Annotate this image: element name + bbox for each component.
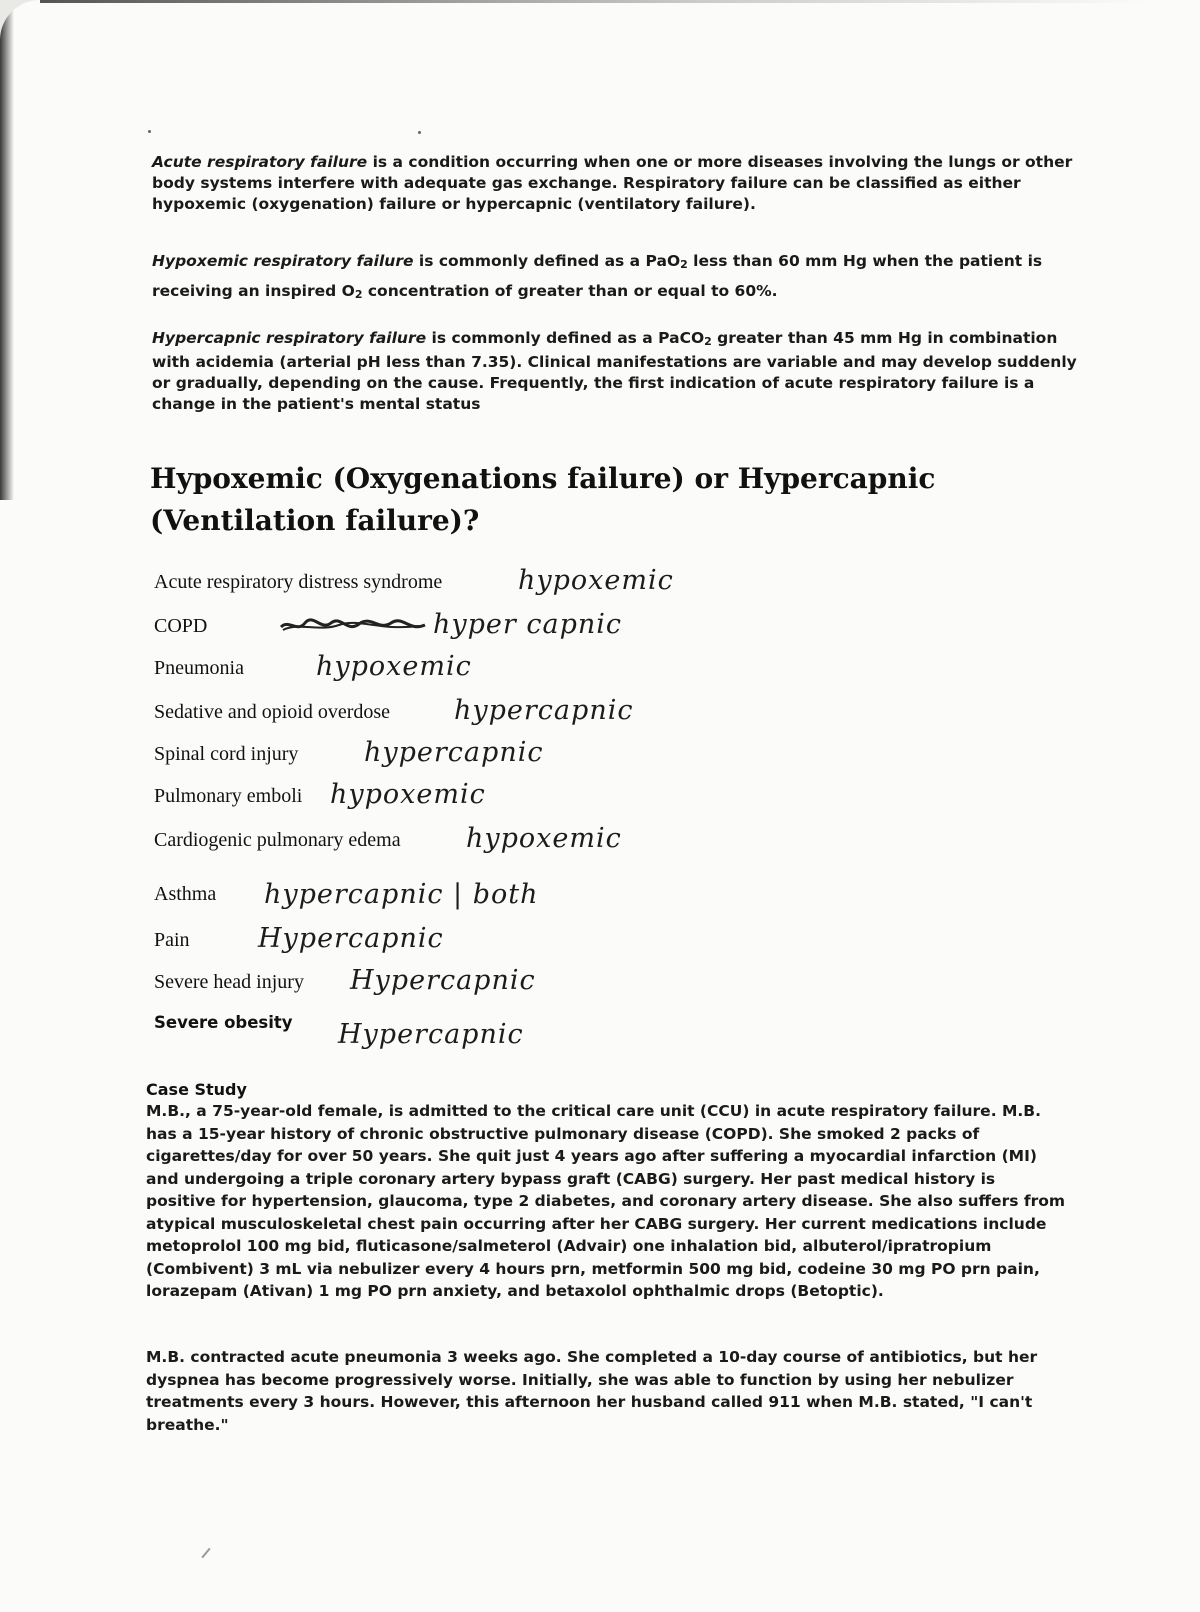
condition-row-pulmonary-emboli <box>154 774 954 814</box>
handwritten-answer: hypercapnic <box>364 737 544 768</box>
intro-paragraph-3 <box>152 328 1082 415</box>
condition-row-spinal-cord-injury <box>154 732 954 772</box>
condition-label: Asthma <box>154 883 217 905</box>
condition-row-pneumonia <box>154 646 954 686</box>
condition-row-sedative-overdose <box>154 690 954 730</box>
scan-edge <box>40 0 1150 3</box>
condition-label: Severe head injury <box>154 971 304 993</box>
condition-row-asthma <box>154 872 954 912</box>
condition-label: Sedative and opioid overdose <box>154 701 391 723</box>
intro-paragraph-2 <box>152 248 1082 308</box>
subscript: 2 <box>704 335 712 348</box>
handwritten-answer: hypercapnic | both <box>264 879 539 910</box>
condition-label: COPD <box>154 615 208 637</box>
condition-label: Pneumonia <box>154 657 244 679</box>
handwritten-answer: hypoxemic <box>518 565 674 596</box>
definition-text: concentration of greater than or equal to 60%. <box>362 282 778 300</box>
definition-text: is commonly defined as a PaO <box>413 252 681 270</box>
condition-row-severe-obesity <box>154 1006 954 1050</box>
condition-label: Cardiogenic pulmonary edema <box>154 829 401 851</box>
handwritten-answer: Hypercapnic <box>350 965 536 996</box>
handwritten-answer: Hypercapnic <box>258 923 444 954</box>
condition-row-copd <box>154 604 954 644</box>
handwritten-answer: hypoxemic <box>330 779 486 810</box>
term-hypoxemic: Hypoxemic respiratory failure <box>152 252 414 270</box>
term-acute-respiratory-failure: Acute respiratory failure <box>152 153 368 171</box>
definition-text: less than 60 mm Hg when the patient is receiving an inspired O <box>152 252 1043 300</box>
condition-row-severe-head-injury <box>154 960 954 1000</box>
scribble-strikeout <box>279 617 429 635</box>
subscript: 2 <box>680 258 688 271</box>
condition-label: Pulmonary emboli <box>154 785 303 807</box>
case-study-title: Case Study <box>146 1080 247 1099</box>
condition-label: Acute respiratory distress syndrome <box>154 571 443 593</box>
speck <box>418 131 421 134</box>
speck <box>148 130 151 133</box>
case-study-paragraph-1: M.B., a 75-year-old female, is admitted to the critical care unit (CCU) in acute respiratory failure. M.B. has a 15-year history of chronic obstructive pulmonary disease (COPD). She smoked 2 packs of cigarettes/day for over 50 years. She quit just 4 years ago after suffering a myocardial infarction (MI) and undergoing a triple coronary artery bypass graft (CABG) surgery. Her past medical history is positive for hypertension, glaucoma, type 2 diabetes, and coronary artery disease. She also suffers from atypical musculoskeletal chest pain occurring after her CABG surgery. Her current medications include metoprolol 100 mg bid, fluticasone/salmeterol (Advair) one inhalation bid, albuterol/ipratropium (Combivent) 3 mL via nebulizer every 4 hours prn, metformin 500 mg bid, codeine 30 mg PO prn pain, lorazepam (Ativan) 1 mg PO prn anxiety, and betaxolol ophthalmic drops (Betoptic). <box>146 1102 1066 1300</box>
definition-text: greater than 45 mm Hg in combination with acidemia (arterial pH less than 7.35). Clinical manifestations are variable and may develop suddenly or gradually, depending on the cause. Frequently, the first indication of acute respiratory failure is a change in the patient's mental status <box>152 329 1077 413</box>
handwritten-answer: hypercapnic <box>454 695 634 726</box>
condition-row-pain <box>154 918 954 958</box>
condition-label: Pain <box>154 929 190 951</box>
handwritten-answer: hypoxemic <box>466 823 622 854</box>
handwritten-answer-wrapper <box>279 609 622 640</box>
section-heading: Hypoxemic (Oxygenations failure) or Hypercapnic (Ventilation failure)? <box>150 462 936 537</box>
condition-row-cardiogenic-edema <box>154 818 954 858</box>
handwritten-answer: hyper capnic <box>433 609 623 640</box>
subscript: 2 <box>354 288 363 301</box>
handwritten-answer: Hypercapnic <box>338 1019 524 1050</box>
scan-shadow <box>0 0 14 500</box>
case-study-paragraph-2: M.B. contracted acute pneumonia 3 weeks ago. She completed a 10-day course of antibiotics, but her dyspnea has become progressively worse. Initially, she was able to function by using her nebulizer treatments every 3 hours. However, this afternoon her husband called 911 when M.B. stated, "I can't breathe." <box>146 1348 1038 1434</box>
condition-row-ards <box>154 560 954 600</box>
condition-label: Spinal cord injury <box>154 743 299 765</box>
pen-mark <box>201 1548 210 1558</box>
condition-label: Severe obesity <box>154 1013 293 1032</box>
definition-text: is commonly defined as a PaCO <box>426 329 705 347</box>
definition-text: is a condition occurring when one or more diseases involving the lungs or other body systems interfere with adequate gas exchange. Respiratory failure can be classified as either hypoxemic (oxygenation) failure or hypercapnic (ventilatory failure). <box>152 153 1073 213</box>
intro-paragraph-1 <box>152 152 1082 215</box>
term-hypercapnic: Hypercapnic respiratory failure <box>152 329 427 347</box>
handwritten-answer: hypoxemic <box>316 651 472 682</box>
